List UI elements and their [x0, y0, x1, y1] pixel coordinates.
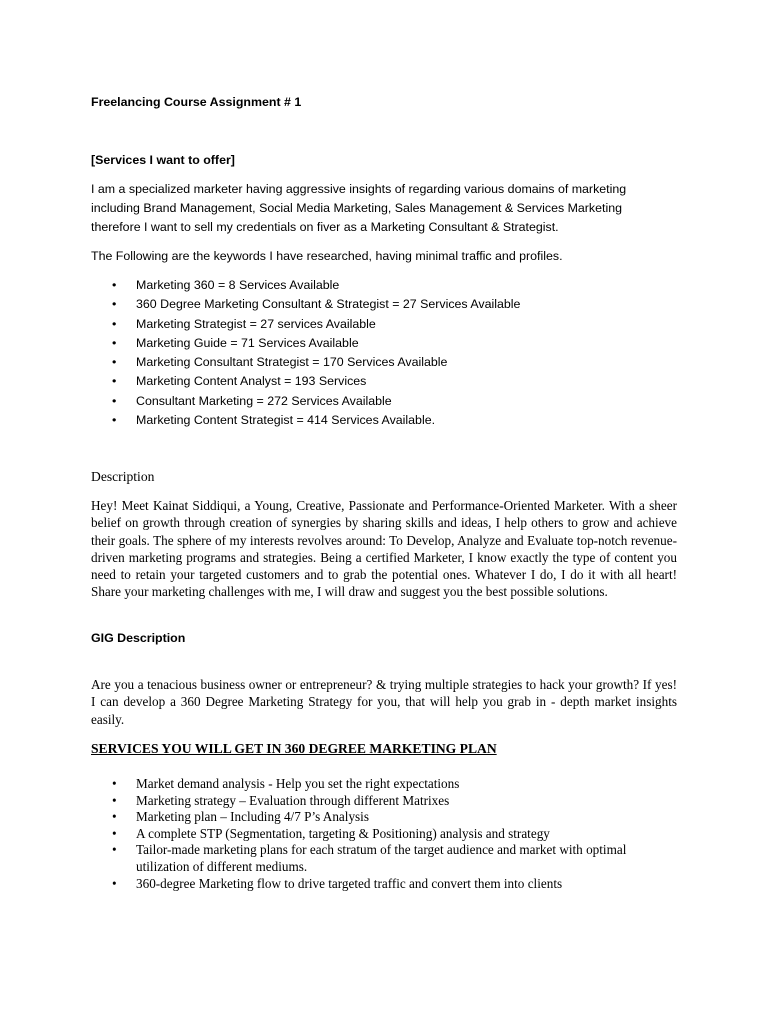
bullet-icon: •	[112, 809, 117, 825]
plan-list	[112, 776, 680, 892]
bullet-icon: •	[112, 355, 117, 370]
keyword-item: • Marketing Guide = 71 Services Available	[112, 335, 359, 350]
plan-item: • Tailor-made marketing plans for each stratum of the target audience and market with optimal utilization of different mediums.	[112, 842, 627, 874]
plan-heading: SERVICES YOU WILL GET IN 360 DEGREE MARKETING PLAN	[91, 741, 497, 756]
bullet-icon: •	[112, 335, 117, 350]
keywords-intro: The Following are the keywords I have researched, having minimal traffic and profiles.	[91, 249, 563, 263]
bullet-icon: •	[112, 393, 117, 408]
bullet-icon: •	[112, 316, 117, 331]
bullet-icon: •	[112, 413, 117, 428]
bullet-icon: •	[112, 875, 117, 891]
bullet-icon: •	[112, 825, 117, 841]
plan-item: • A complete STP (Segmentation, targeting & Positioning) analysis and strategy	[112, 825, 550, 841]
bullet-icon: •	[112, 792, 117, 808]
gig-heading: GIG Description	[91, 631, 186, 645]
bullet-icon: •	[112, 374, 117, 389]
description-text: Hey! Meet Kainat Siddiqui, a Young, Creative, Passionate and Performance-Oriented Marketer. With a sheer belief on growth through creation of synergies by sharing skills and ideas, I help others to grow and achieve their goals. The sphere of my interests revolves around: To Develop, Analyze and Evaluate top-notch revenue-driven marketing programs and strategies. Being a certified Marketer, I know exactly the type of content you need to retain your targeted customers and to grab the potential ones. Whatever I do, I do it with all heart! Share your marketing challenges with me, I will draw and suggest you the best possible solutions.	[91, 498, 677, 600]
bullet-icon: •	[112, 776, 117, 791]
services-heading: [Services I want to offer]	[91, 153, 235, 167]
keyword-item: • 360 Degree Marketing Consultant & Strategist = 27 Services Available	[112, 297, 521, 312]
keyword-item: • Marketing Content Analyst = 193 Services	[112, 374, 367, 389]
plan-item: • 360-degree Marketing flow to drive targeted traffic and convert them into clients	[112, 875, 563, 891]
plan-item: • Marketing strategy – Evaluation through different Matrixes	[112, 792, 450, 808]
plan-item: • Market demand analysis - Help you set the right expectations	[112, 776, 460, 791]
keyword-item: • Marketing Strategist = 27 services Available	[112, 316, 376, 331]
keyword-item: • Marketing Consultant Strategist = 170 Services Available	[112, 355, 448, 370]
gig-text: Are you a tenacious business owner or entrepreneur? & trying multiple strategies to hack your growth? If yes! I can develop a 360 Degree Marketing Strategy for you, that will help you grab in - depth market insights easily.	[91, 677, 677, 727]
document-title: Freelancing Course Assignment # 1	[91, 95, 302, 109]
bullet-icon: •	[112, 842, 117, 858]
intro-line-1: I am a specialized marketer having aggressive insights of regarding various domains of marketing	[91, 182, 627, 196]
intro-line-3: therefore I want to sell my credentials on fiver as a Marketing Consultant & Strategist.	[91, 220, 559, 234]
intro-line-2: including Brand Management, Social Media Marketing, Sales Management & Services Marketing	[91, 201, 623, 215]
description-heading: Description	[91, 469, 155, 484]
keyword-item: • Marketing 360 = 8 Services Available	[112, 278, 340, 292]
keyword-item: • Consultant Marketing = 272 Services Available	[112, 393, 392, 408]
keyword-list	[112, 277, 521, 431]
bullet-icon: •	[112, 278, 117, 292]
keyword-item: • Marketing Content Strategist = 414 Services Available.	[112, 413, 436, 428]
plan-item: • Marketing plan – Including 4/7 P’s Analysis	[112, 809, 369, 825]
bullet-icon: •	[112, 297, 117, 312]
